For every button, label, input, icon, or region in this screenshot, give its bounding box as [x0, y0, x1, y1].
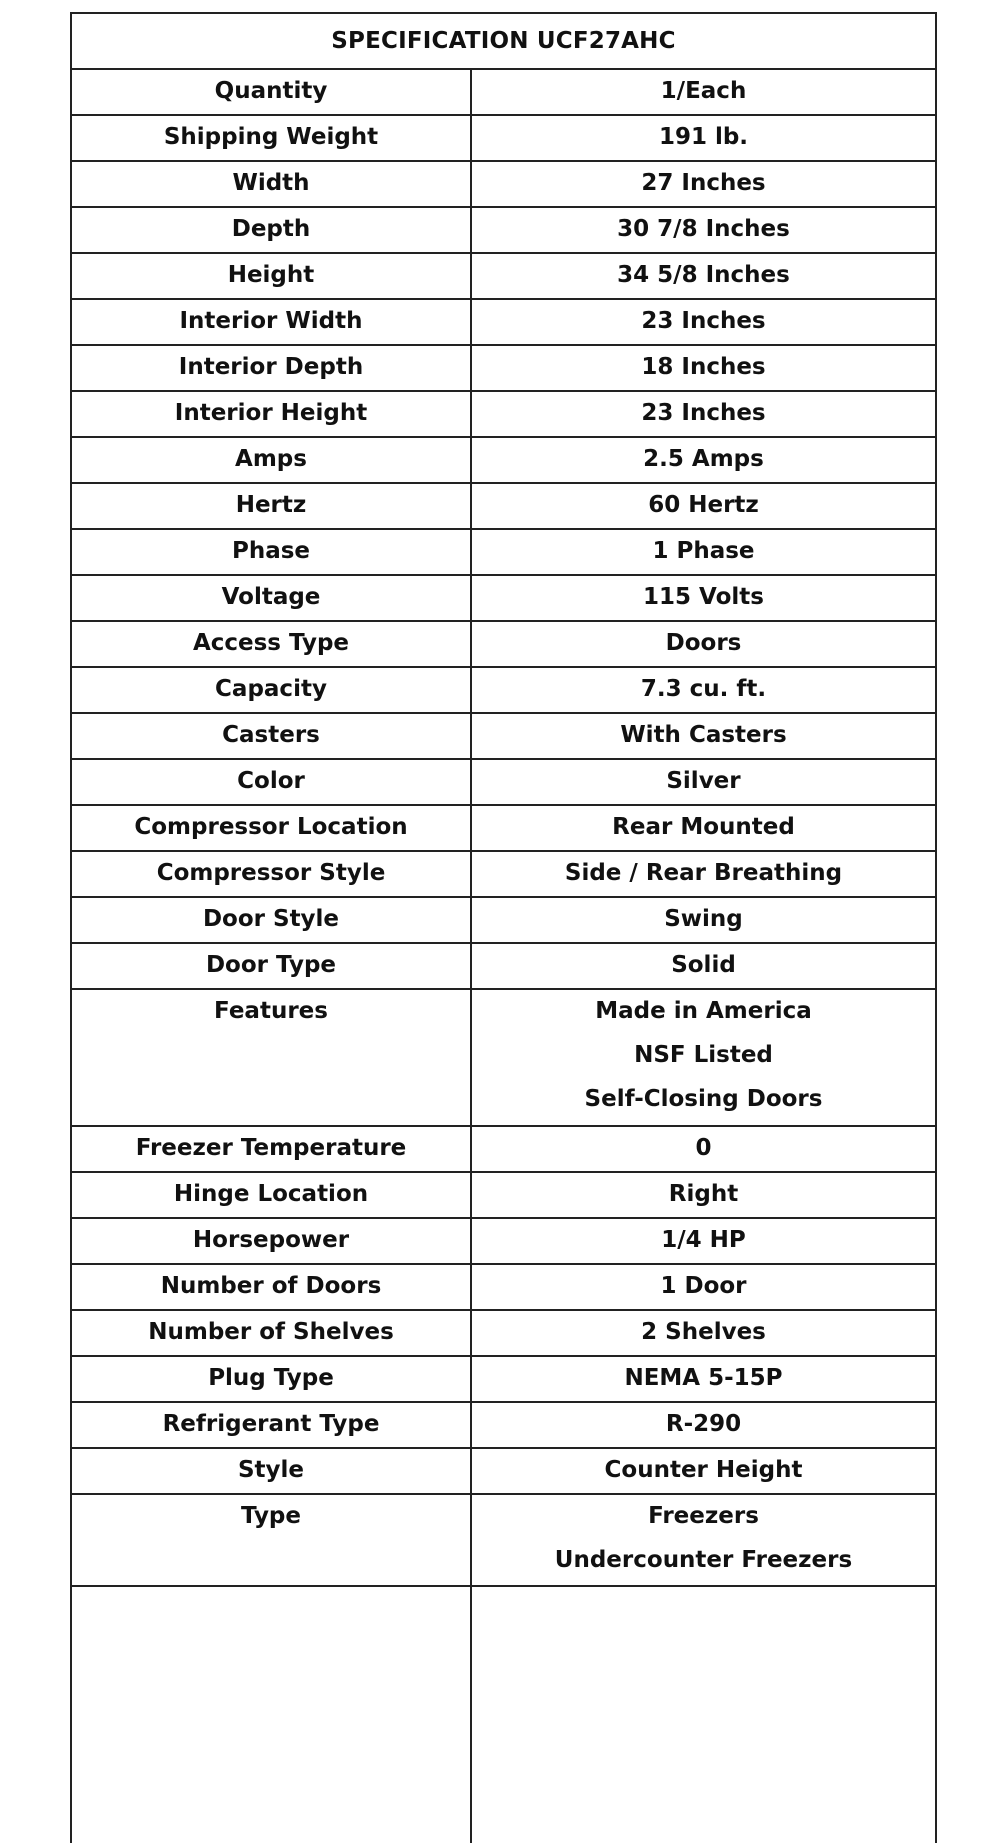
- spec-value: 0: [695, 1135, 712, 1161]
- spec-row: [72, 530, 935, 576]
- spec-value-cell: [472, 898, 935, 942]
- spec-label-cell: [72, 622, 470, 666]
- spec-label: Features: [214, 998, 328, 1024]
- spec-label: Refrigerant Type: [162, 1411, 380, 1437]
- spec-value: 23 Inches: [641, 308, 766, 334]
- column-divider: [470, 70, 472, 1843]
- spec-label: Freezer Temperature: [135, 1135, 407, 1161]
- spec-label-cell: [72, 1495, 470, 1539]
- spec-row: [72, 1357, 935, 1403]
- spec-row: [72, 116, 935, 162]
- spec-value: NEMA 5-15P: [624, 1365, 783, 1391]
- spec-value-cell: [472, 806, 935, 850]
- spec-value: 7.3 cu. ft.: [640, 676, 767, 702]
- spec-label-cell: [72, 898, 470, 942]
- spec-value: 2 Shelves: [641, 1319, 766, 1345]
- spec-value: 60 Hertz: [648, 492, 759, 518]
- spec-label-cell: [72, 392, 470, 436]
- spec-value: Silver: [666, 768, 741, 794]
- spec-value: Counter Height: [604, 1457, 803, 1483]
- spec-value-cell: [472, 1495, 935, 1583]
- spec-value-cell: [472, 622, 935, 666]
- spec-row: [72, 990, 935, 1127]
- spec-row: [72, 852, 935, 898]
- spec-label: Amps: [235, 446, 307, 472]
- spec-label: Voltage: [221, 584, 321, 610]
- spec-label-cell: [72, 668, 470, 712]
- spec-label-cell: [72, 70, 470, 114]
- spec-label: Casters: [222, 722, 320, 748]
- spec-value: 115 Volts: [643, 584, 764, 610]
- spec-label: Style: [237, 1457, 305, 1483]
- spec-label-cell: [72, 1127, 470, 1171]
- spec-value-cell: [472, 1219, 935, 1263]
- spec-label-cell: [72, 1403, 470, 1447]
- spec-value-cell: [472, 1449, 935, 1493]
- spec-row: [72, 1311, 935, 1357]
- spec-label-cell: [72, 162, 470, 206]
- spec-row: [72, 1495, 935, 1587]
- spec-label-cell: [72, 714, 470, 758]
- spec-label: Horsepower: [192, 1227, 350, 1253]
- spec-value-cell: [472, 530, 935, 574]
- spec-table: [70, 12, 937, 1843]
- spec-value: Undercounter Freezers: [554, 1546, 853, 1573]
- spec-value: 1 Door: [660, 1273, 747, 1299]
- spec-label-cell: [72, 1173, 470, 1217]
- spec-label-cell: [72, 300, 470, 344]
- spec-label-cell: [72, 1219, 470, 1263]
- spec-row: [72, 70, 935, 116]
- spec-label-cell: [72, 576, 470, 620]
- spec-row: [72, 760, 935, 806]
- spec-label-cell: [72, 530, 470, 574]
- spec-value-cell: [472, 346, 935, 390]
- spec-value-cell: [472, 116, 935, 160]
- spec-label-cell: [72, 806, 470, 850]
- spec-value-cell: [472, 254, 935, 298]
- spec-row: [72, 576, 935, 622]
- spec-label: Access Type: [192, 630, 350, 656]
- spec-value-cell: [472, 484, 935, 528]
- spec-label: Hinge Location: [173, 1181, 369, 1207]
- spec-row: [72, 1127, 935, 1173]
- spec-value: Freezers: [648, 1503, 759, 1529]
- spec-row: [72, 1449, 935, 1495]
- spec-row: [72, 622, 935, 668]
- spec-label: Height: [227, 262, 315, 288]
- spec-value-cell: [472, 208, 935, 252]
- spec-value-cell: [472, 1127, 935, 1171]
- spec-value-cell: [472, 760, 935, 804]
- spec-value: Solid: [671, 952, 736, 978]
- spec-value: 23 Inches: [641, 400, 766, 426]
- spec-label-cell: [72, 1265, 470, 1309]
- spec-value: 1/Each: [660, 78, 747, 104]
- spec-value: Swing: [664, 906, 743, 932]
- spec-label: Color: [237, 768, 305, 794]
- spec-label-cell: [72, 484, 470, 528]
- spec-value: 1 Phase: [652, 538, 755, 564]
- spec-row: [72, 668, 935, 714]
- spec-row: [72, 162, 935, 208]
- spec-label: Quantity: [214, 78, 328, 104]
- spec-label-cell: [72, 208, 470, 252]
- spec-value: 191 lb.: [658, 124, 749, 150]
- spec-row: [72, 806, 935, 852]
- spec-value: Made in America: [595, 998, 812, 1024]
- spec-label: Interior Height: [174, 400, 368, 426]
- spec-value: Self-Closing Doors: [584, 1085, 823, 1112]
- spec-label: Interior Depth: [178, 354, 364, 380]
- spec-value: With Casters: [620, 722, 787, 748]
- spec-row: [72, 1173, 935, 1219]
- spec-label: Shipping Weight: [163, 124, 379, 150]
- spec-value: 34 5/8 Inches: [617, 262, 790, 288]
- spec-label: Capacity: [215, 676, 327, 702]
- spec-value: 2.5 Amps: [643, 446, 764, 472]
- spec-row: [72, 1265, 935, 1311]
- spec-value: Side / Rear Breathing: [564, 860, 843, 886]
- spec-row: [72, 484, 935, 530]
- spec-label-cell: [72, 1311, 470, 1355]
- spec-label-cell: [72, 346, 470, 390]
- spec-row: [72, 300, 935, 346]
- spec-value-cell: [472, 852, 935, 896]
- spec-label-cell: [72, 116, 470, 160]
- spec-value-cell: [472, 1357, 935, 1401]
- spec-label-cell: [72, 1449, 470, 1493]
- spec-row: [72, 1403, 935, 1449]
- spec-value-cell: [472, 300, 935, 344]
- spec-label: Interior Width: [179, 308, 363, 334]
- spec-label: Phase: [231, 538, 311, 564]
- spec-label: Type: [240, 1503, 301, 1529]
- spec-row: [72, 898, 935, 944]
- spec-value: 27 Inches: [641, 170, 766, 196]
- spec-value: Doors: [665, 630, 742, 656]
- spec-label-cell: [72, 990, 470, 1034]
- spec-value: 30 7/8 Inches: [617, 216, 790, 242]
- spec-value-cell: [472, 70, 935, 114]
- spec-value-cell: [472, 990, 935, 1121]
- spec-value-cell: [472, 576, 935, 620]
- spec-label-cell: [72, 760, 470, 804]
- spec-row: [72, 714, 935, 760]
- spec-label-cell: [72, 852, 470, 896]
- spec-label: Width: [232, 170, 310, 196]
- spec-value-cell: [472, 714, 935, 758]
- spec-label-cell: [72, 1357, 470, 1401]
- spec-row: [72, 1219, 935, 1265]
- spec-label: Compressor Location: [134, 814, 408, 840]
- spec-label: Number of Shelves: [148, 1319, 394, 1345]
- spec-value: R-290: [665, 1411, 742, 1437]
- spec-value-cell: [472, 1403, 935, 1447]
- spec-row: [72, 944, 935, 990]
- spec-row: [72, 254, 935, 300]
- spec-table-title: SPECIFICATION UCF27AHC: [72, 14, 935, 70]
- spec-label: Plug Type: [208, 1365, 334, 1391]
- spec-row: [72, 392, 935, 438]
- spec-value-cell: [472, 944, 935, 988]
- spec-value: Right: [668, 1181, 739, 1207]
- spec-row: [72, 346, 935, 392]
- spec-label-cell: [72, 944, 470, 988]
- spec-row: [72, 438, 935, 484]
- spec-label: Depth: [231, 216, 311, 242]
- spec-value-cell: [472, 1311, 935, 1355]
- spec-value: Rear Mounted: [612, 814, 795, 840]
- spec-label: Hertz: [235, 492, 307, 518]
- spec-value: NSF Listed: [634, 1041, 773, 1068]
- spec-label: Door Style: [202, 906, 340, 932]
- spec-value-cell: [472, 1265, 935, 1309]
- spec-label-cell: [72, 254, 470, 298]
- spec-label: Compressor Style: [156, 860, 386, 886]
- spec-value-cell: [472, 668, 935, 712]
- spec-label: Door Type: [205, 952, 337, 978]
- spec-value-cell: [472, 438, 935, 482]
- spec-value-cell: [472, 1173, 935, 1217]
- spec-value: 18 Inches: [641, 354, 766, 380]
- spec-label-cell: [72, 438, 470, 482]
- spec-value-cell: [472, 162, 935, 206]
- spec-value-cell: [472, 392, 935, 436]
- spec-value: 1/4 HP: [661, 1227, 746, 1253]
- spec-label: Number of Doors: [160, 1273, 382, 1299]
- spec-row: [72, 208, 935, 254]
